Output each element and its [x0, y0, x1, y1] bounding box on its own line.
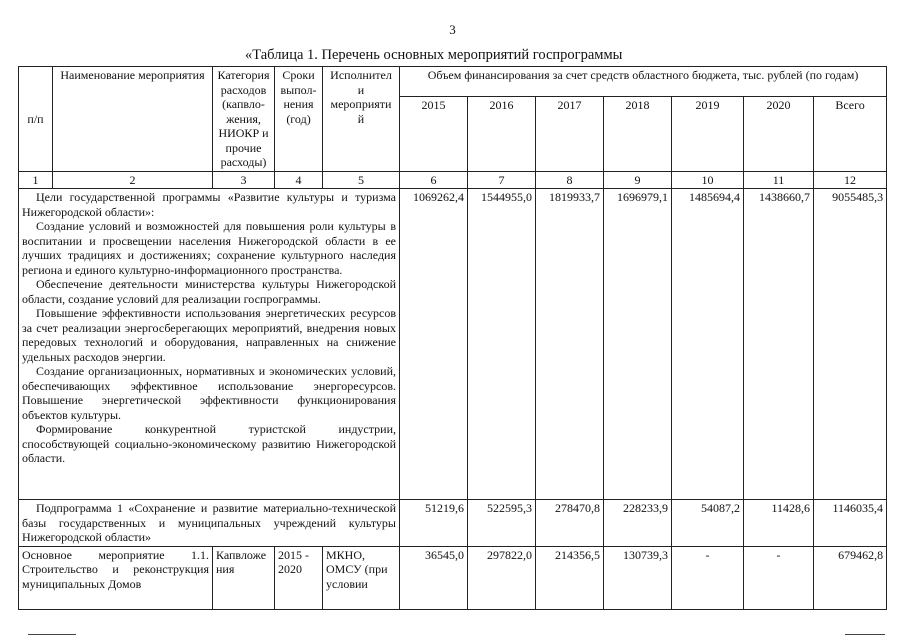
header-row-1 [19, 67, 887, 97]
header-year-2019: 2019 [672, 97, 744, 171]
goals-row [19, 189, 887, 500]
header-year-2018: 2018 [604, 97, 672, 171]
column-numbers-row [19, 171, 887, 189]
column-number: 9 [604, 171, 672, 189]
subprogram-value-2017: 278470,8 [536, 500, 604, 547]
measure-value-2019: - [672, 546, 744, 609]
goals-paragraph: Цели государственной программы «Развитие культуры и туризма Нижегородской области»: [22, 190, 396, 219]
subprogram-text: Подпрограмма 1 «Сохранение и развитие материально-технической базы государственных и муниципальных учреждений культуры Нижегородской области» [22, 501, 396, 544]
column-number: 4 [275, 171, 323, 189]
measure-value-total: 679462,8 [814, 546, 887, 609]
goals-value-2015: 1069262,4 [400, 189, 468, 500]
measure-name: Основное мероприятие 1.1. Строительство и реконструкция муниципальных Домов [19, 546, 213, 609]
column-number: 10 [672, 171, 744, 189]
subprogram-value-2019: 54087,2 [672, 500, 744, 547]
column-number: 6 [400, 171, 468, 189]
column-number: 11 [744, 171, 814, 189]
header-total: Всего [814, 97, 887, 171]
measure-value-2015: 36545,0 [400, 546, 468, 609]
column-number: 1 [19, 171, 53, 189]
program-table [18, 66, 887, 610]
subprogram-value-total: 1146035,4 [814, 500, 887, 547]
goals-paragraph: Создание организационных, нормативных и экономических условий, обеспечивающих эффективное использование энергоресурсов. Повышение энергетической эффективности функционирования объектов культуры. [22, 364, 396, 422]
measure-value-2017: 214356,5 [536, 546, 604, 609]
page-number: 3 [449, 22, 456, 37]
goals-value-2020: 1438660,7 [744, 189, 814, 500]
column-number: 5 [323, 171, 400, 189]
header-funding: Объем финансирования за счет средств областного бюджета, тыс. рублей (по годам) [400, 67, 887, 97]
column-number: 7 [468, 171, 536, 189]
column-number: 12 [814, 171, 887, 189]
measure-executor: МКНО, ОМСУ (при условии [323, 546, 400, 609]
header-executor: Исполнител и мероприяти й [323, 67, 400, 172]
measure-value-2016: 297822,0 [468, 546, 536, 609]
header-year-2017: 2017 [536, 97, 604, 171]
goals-value-total: 9055485,3 [814, 189, 887, 500]
column-number: 3 [213, 171, 275, 189]
page-footer-rule-right [845, 634, 885, 635]
subprogram-value-2018: 228233,9 [604, 500, 672, 547]
header-year-2015: 2015 [400, 97, 468, 171]
goals-paragraph: Повышение эффективности использования энергетических ресурсов за счет реализации энергосберегающих мероприятий, внедрения новых передовых технологий и оборудования, направленных на снижение удельных расходов энергии. [22, 306, 396, 364]
header-year-2016: 2016 [468, 97, 536, 171]
header-np: п/п [19, 67, 53, 172]
header-category: Категория расходов (капвло-жения, НИОКР и прочие расходы) [213, 67, 275, 172]
goals-text-cell [19, 189, 400, 500]
subprogram-row [19, 500, 887, 547]
page-footer-rule-left [28, 634, 76, 635]
goals-value-2019: 1485694,4 [672, 189, 744, 500]
subprogram-value-2020: 11428,6 [744, 500, 814, 547]
measure-category: Капвложе ния [213, 546, 275, 609]
goals-value-2018: 1696979,1 [604, 189, 672, 500]
header-year-2020: 2020 [744, 97, 814, 171]
goals-paragraph: Обеспечение деятельности министерства культуры Нижегородской области, создание условий для реализации госпрограммы. [22, 277, 396, 306]
column-number: 8 [536, 171, 604, 189]
measure-value-2018: 130739,3 [604, 546, 672, 609]
goals-value-2016: 1544955,0 [468, 189, 536, 500]
subprogram-value-2016: 522595,3 [468, 500, 536, 547]
measure-terms: 2015 - 2020 [275, 546, 323, 609]
table-caption: «Таблица 1. Перечень основных мероприятий госпрограммы [245, 47, 623, 63]
measure-row [19, 546, 887, 609]
goals-value-2017: 1819933,7 [536, 189, 604, 500]
goals-paragraph: Формирование конкурентной туристской индустрии, способствующей социально-экономическому развитию Нижегородской области. [22, 422, 396, 465]
subprogram-value-2015: 51219,6 [400, 500, 468, 547]
column-number: 2 [53, 171, 213, 189]
header-name: Наименование мероприятия [53, 67, 213, 172]
header-terms: Сроки выпол-нения (год) [275, 67, 323, 172]
measure-value-2020: - [744, 546, 814, 609]
goals-paragraph: Создание условий и возможностей для повышения роли культуры в воспитании и просвещении населения Нижегородской области в ее лучших традициях и достижениях; сохранение культурного наследия региона и единого культурно-информационного пространства. [22, 219, 396, 277]
